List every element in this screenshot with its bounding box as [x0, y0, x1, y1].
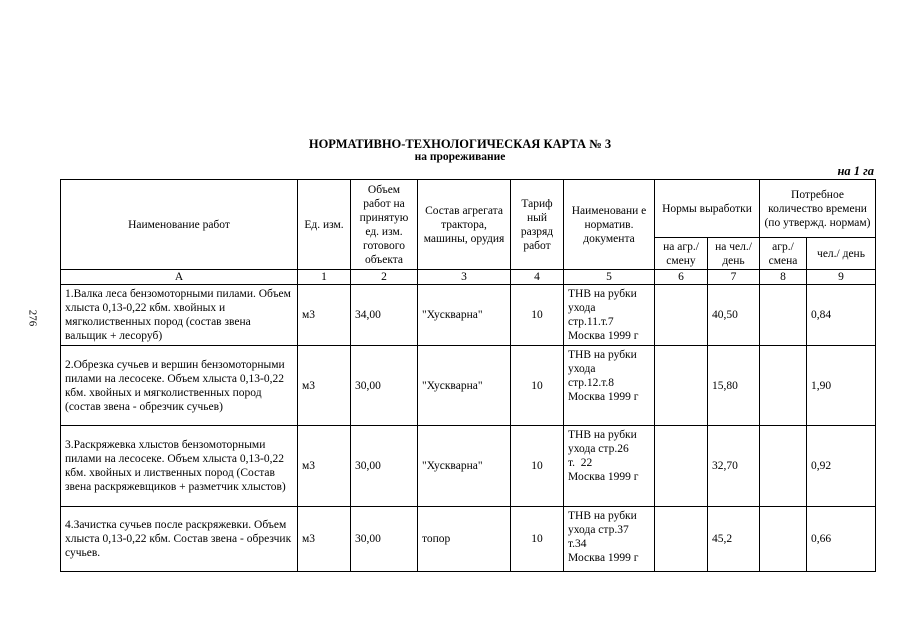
doc-line: стр.12.т.8	[568, 377, 615, 389]
aggregate: топор	[418, 507, 511, 572]
column-index: 8	[760, 270, 807, 285]
time-agr	[760, 507, 807, 572]
norm-per-agr	[655, 285, 708, 346]
norm-document	[564, 346, 655, 426]
work-name: 4.Зачистка сучьев после раскряжевки. Объем хлыста 0,13-0,22 кбм. Состав звена - обрезчик сучьев.	[61, 507, 298, 572]
work-name: 1.Валка леса бензомоторными пилами. Объем хлыста 0,13-0,22 кбм. хвойных и мягколиственных пород (состав звена вальщик + лесоруб)	[61, 285, 298, 346]
doc-line: ухода	[568, 302, 596, 314]
column-index: 2	[351, 270, 418, 285]
volume: 30,00	[351, 507, 418, 572]
doc-line: Москва 1999 г	[568, 391, 639, 403]
volume: 34,00	[351, 285, 418, 346]
column-index-row	[61, 270, 876, 285]
unit-note: на 1 га	[837, 164, 874, 178]
table-row	[61, 285, 876, 346]
norm-per-agr	[655, 507, 708, 572]
norm-per-man: 15,80	[708, 346, 760, 426]
unit: м3	[298, 507, 351, 572]
column-index: 9	[807, 270, 876, 285]
doc-line: стр.11.т.7	[568, 316, 614, 328]
work-name: 2.Обрезка сучьев и вершин бензомоторными пилами на лесосеке. Объем хлыста 0,13-0,22 кбм. хвойных и мягколиственных пород (состав звена - обрезчик сучьев)	[61, 346, 298, 426]
norm-per-agr	[655, 426, 708, 507]
header-time-agr: агр./ смена	[760, 238, 807, 270]
volume: 30,00	[351, 426, 418, 507]
aggregate: "Хускварна"	[418, 426, 511, 507]
tariff: 10	[511, 507, 564, 572]
table-row	[61, 426, 876, 507]
aggregate: "Хускварна"	[418, 285, 511, 346]
doc-line: Москва 1999 г	[568, 552, 639, 564]
header-work-name: Наименование работ	[61, 180, 298, 270]
doc-line: т.34	[568, 538, 587, 550]
tariff: 10	[511, 285, 564, 346]
tariff: 10	[511, 426, 564, 507]
header-time: Потребное количество времени (по утвержд. нормам)	[760, 180, 876, 238]
header-unit: Ед. изм.	[298, 180, 351, 270]
doc-line: ТНВ на рубки	[568, 349, 637, 361]
header-time-man: чел./ день	[807, 238, 876, 270]
doc-line: Москва 1999 г	[568, 330, 639, 342]
column-index: 6	[655, 270, 708, 285]
norm-per-man: 45,2	[708, 507, 760, 572]
page-number: 276	[26, 309, 39, 327]
time-man: 0,66	[807, 507, 876, 572]
doc-line: ТНВ на рубки	[568, 288, 637, 300]
norm-per-man: 40,50	[708, 285, 760, 346]
doc-line: т. 22	[568, 457, 593, 469]
column-index: 3	[418, 270, 511, 285]
column-index: 4	[511, 270, 564, 285]
table-row	[61, 346, 876, 426]
column-index: 1	[298, 270, 351, 285]
time-man: 0,92	[807, 426, 876, 507]
time-man: 0,84	[807, 285, 876, 346]
norm-document	[564, 285, 655, 346]
header-tariff: Тариф ный разряд работ	[511, 180, 564, 270]
header-aggregate: Состав агрегата трактора, машины, орудия	[418, 180, 511, 270]
header-norm-per-man: на чел./ день	[708, 238, 760, 270]
table-row	[61, 507, 876, 572]
column-index: 7	[708, 270, 760, 285]
unit: м3	[298, 285, 351, 346]
norm-per-agr	[655, 346, 708, 426]
doc-line: ухода	[568, 363, 596, 375]
header-norm-per-agr: на агр./ смену	[655, 238, 708, 270]
aggregate: "Хускварна"	[418, 346, 511, 426]
unit: м3	[298, 426, 351, 507]
doc-line: ТНВ на рубки	[568, 429, 637, 441]
document-subtitle: на прореживание	[414, 151, 506, 163]
doc-line: ухода стр.37	[568, 524, 629, 536]
header-document: Наименовани е норматив. документа	[564, 180, 655, 270]
norms-table	[60, 179, 876, 572]
column-index: 5	[564, 270, 655, 285]
work-name: 3.Раскряжевка хлыстов бензомоторными пилами на лесосеке. Объем хлыста 0,13-0,22 кбм. хвойных и лиственных пород (Состав звена раскряжевщиков + разметчик хлыстов)	[61, 426, 298, 507]
time-agr	[760, 346, 807, 426]
norm-per-man: 32,70	[708, 426, 760, 507]
header-norms: Нормы выработки	[655, 180, 760, 238]
doc-line: Москва 1999 г	[568, 471, 639, 483]
norm-document	[564, 426, 655, 507]
time-agr	[760, 426, 807, 507]
tariff: 10	[511, 346, 564, 426]
time-agr	[760, 285, 807, 346]
header-volume: Объем работ на принятую ед. изм. готового объекта	[351, 180, 418, 270]
doc-line: ухода стр.26	[568, 443, 629, 455]
column-index: А	[61, 270, 298, 285]
unit: м3	[298, 346, 351, 426]
document-title: НОРМАТИВНО-ТЕХНОЛОГИЧЕСКАЯ КАРТА № 3	[308, 137, 612, 151]
doc-line: ТНВ на рубки	[568, 510, 637, 522]
norm-document	[564, 507, 655, 572]
volume: 30,00	[351, 346, 418, 426]
time-man: 1,90	[807, 346, 876, 426]
